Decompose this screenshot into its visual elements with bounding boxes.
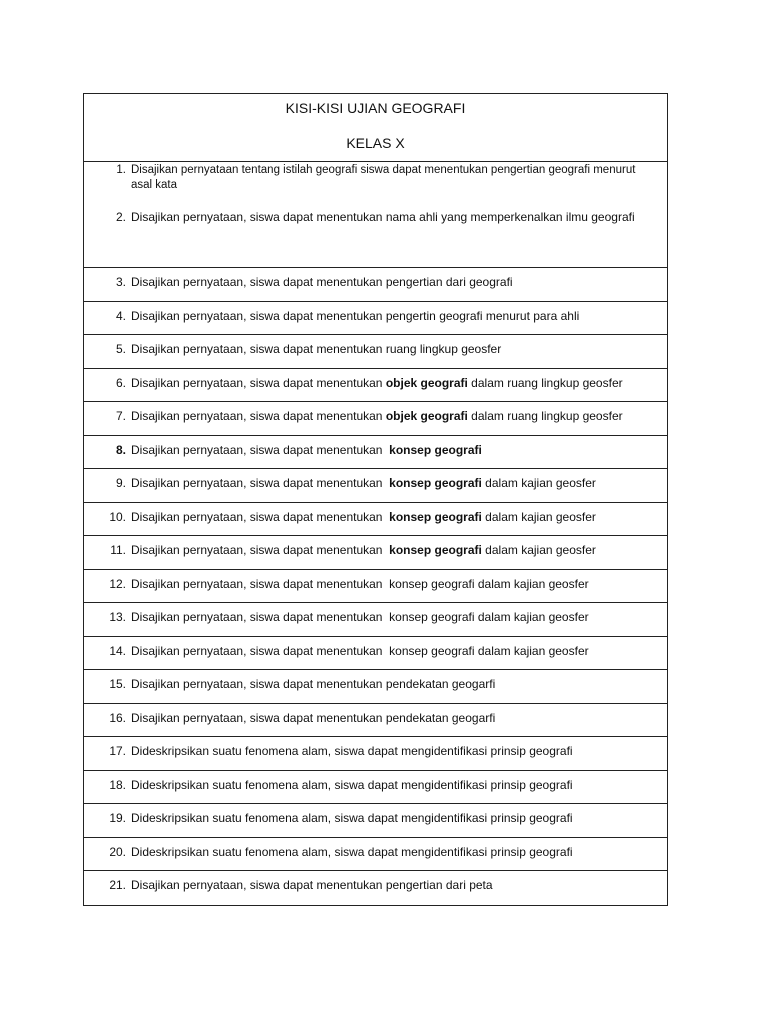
item-text-post: dalam kajian geosfer	[481, 476, 596, 490]
item-text: Dideskripsikan suatu fenomena alam, siswa dapat mengidentifikasi prinsip geografi	[131, 777, 573, 792]
item-text	[131, 409, 667, 424]
table-row	[84, 302, 667, 336]
item-number: 2.	[115, 210, 126, 224]
item-text: Dideskripsikan suatu fenomena alam, siswa dapat mengidentifikasi prinsip geografi	[131, 811, 573, 825]
item-text: Disajikan pernyataan, siswa dapat menentukan pengertian dari geografi	[131, 275, 513, 289]
item-number: 8.	[115, 442, 126, 457]
item-number: 7.	[115, 409, 126, 423]
table-row	[84, 162, 667, 268]
item-text	[131, 376, 667, 391]
table-row	[84, 670, 667, 704]
item-number: 17.	[109, 744, 126, 758]
item-text: Disajikan pernyataan, siswa dapat menentukan pendekatan geogarfi	[131, 710, 496, 725]
table-row	[84, 637, 667, 671]
table-row	[84, 804, 667, 838]
table-row	[84, 369, 667, 403]
item-text: Disajikan pernyataan, siswa dapat menentukan pendekatan geogarfi	[131, 677, 496, 691]
item-text-bold: objek geografi	[385, 375, 468, 390]
table-row	[84, 268, 667, 302]
table-row	[84, 570, 667, 604]
item-text-bold: konsep geografi	[389, 476, 482, 490]
item-number: 14.	[109, 643, 126, 658]
item-number: 15.	[109, 677, 126, 691]
item-text: Dideskripsikan suatu fenomena alam, siswa dapat mengidentifikasi prinsip geografi	[131, 844, 573, 859]
item-text: Disajikan pernyataan, siswa dapat menentukan pengertin geografi menurut para ahli	[131, 308, 580, 323]
item-number: 3.	[115, 275, 126, 289]
item-number: 12.	[109, 576, 126, 591]
item-text-pre: Disajikan pernyataan, siswa dapat menentukan	[131, 476, 390, 490]
table-header	[84, 94, 667, 162]
item-number: 13.	[109, 610, 126, 624]
item-number: 6.	[115, 375, 126, 390]
item-text: Disajikan pernyataan, siswa dapat menentukan konsep geografi dalam kajian geosfer	[131, 610, 589, 624]
item-text-bold: konsep geografi	[389, 509, 482, 524]
item-text-bold: objek geografi	[385, 409, 468, 423]
item-text	[131, 476, 667, 491]
item-text-pre: Disajikan pernyataan, siswa dapat menentukan	[131, 375, 386, 390]
item-text: Disajikan pernyataan, siswa dapat menentukan konsep geografi dalam kajian geosfer	[131, 576, 589, 591]
item-number: 16.	[109, 710, 126, 725]
item-text-pre: Disajikan pernyataan, siswa dapat menentukan	[131, 509, 390, 524]
item-text-post: dalam kajian geosfer	[481, 509, 596, 524]
item-number: 11.	[110, 543, 126, 557]
document-title: KISI-KISI UJIAN GEOGRAFI	[285, 100, 466, 116]
table-row	[84, 436, 667, 470]
table-row	[84, 469, 667, 503]
item-text-post: dalam ruang lingkup geosfer	[467, 375, 623, 390]
table-row	[84, 871, 667, 905]
item-text-bold: konsep geografi	[389, 442, 482, 457]
table-row	[84, 771, 667, 805]
table-row	[84, 402, 667, 436]
table-row	[84, 737, 667, 771]
kisi-kisi-table	[83, 93, 668, 906]
item-text: Disajikan pernyataan, siswa dapat menentukan konsep geografi dalam kajian geosfer	[131, 643, 589, 658]
table-row	[84, 536, 667, 570]
item-number: 19.	[109, 811, 126, 825]
item-number: 4.	[115, 308, 126, 323]
item-number: 1.	[116, 164, 126, 176]
item-number: 20.	[109, 844, 126, 859]
item-text: Disajikan pernyataan tentang istilah geografi siswa dapat menentukan pengertian geografi menurut asal kata	[131, 164, 636, 191]
item-number: 10.	[109, 509, 126, 524]
table-row	[84, 704, 667, 738]
item-text: Disajikan pernyataan, siswa dapat menentukan nama ahli yang memperkenalkan ilmu geografi	[131, 210, 635, 224]
item-number: 5.	[115, 342, 126, 356]
item-text-pre: Disajikan pernyataan, siswa dapat menentukan	[131, 442, 390, 457]
table-row	[84, 603, 667, 637]
item-text-post: dalam kajian geosfer	[481, 543, 596, 557]
item-number: 9.	[115, 476, 126, 490]
item-text-pre: Disajikan pernyataan, siswa dapat menentukan	[131, 543, 390, 557]
table-row	[84, 335, 667, 369]
item-text: Disajikan pernyataan, siswa dapat menentukan ruang lingkup geosfer	[131, 342, 502, 356]
class-subtitle: KELAS X	[346, 135, 405, 151]
table-row	[84, 838, 667, 872]
item-text-post: dalam ruang lingkup geosfer	[467, 409, 623, 423]
list-item	[84, 163, 667, 193]
item-text: Disajikan pernyataan, siswa dapat menentukan pengertian dari peta	[131, 878, 493, 892]
item-text-pre: Disajikan pernyataan, siswa dapat menentukan	[131, 409, 386, 423]
item-text	[131, 443, 667, 458]
item-text	[131, 543, 667, 558]
item-text	[131, 510, 667, 525]
item-number: 21.	[109, 878, 126, 892]
list-item	[84, 207, 667, 227]
table-row	[84, 503, 667, 537]
item-number: 18.	[109, 777, 126, 792]
item-text: Dideskripsikan suatu fenomena alam, siswa dapat mengidentifikasi prinsip geografi	[131, 744, 573, 758]
item-text-bold: konsep geografi	[389, 543, 482, 557]
